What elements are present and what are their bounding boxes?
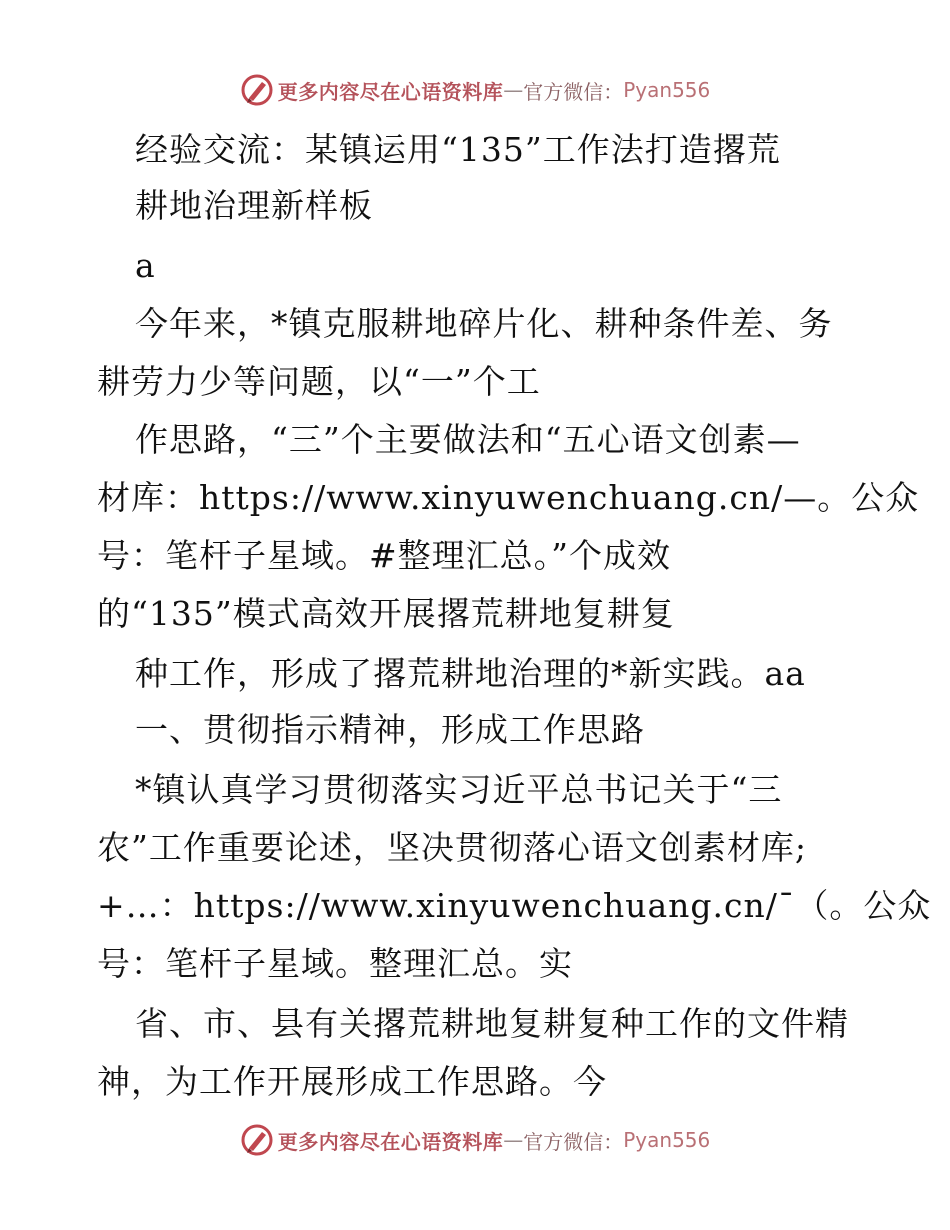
doc-line: 神，为工作开展形成工作思路。今 (97, 1062, 607, 1101)
doc-title-line-1: 经验交流：某镇运用“135”工作法打造撂荒 (135, 130, 781, 169)
doc-line: 农”工作重要论述，坚决贯彻落心语文创素材库; (97, 828, 807, 867)
banner-wechat-id: Pyan556 (623, 1128, 711, 1152)
doc-line: 材库：https://www.xinyuwenchuang.cn/—。公众 (97, 478, 920, 517)
doc-line: 耕劳力少等问题，以“一”个工 (97, 362, 541, 401)
doc-line: 种工作，形成了撂荒耕地治理的*新实践。aa (135, 654, 806, 693)
doc-line: 号：笔杆子星域。整理汇总。实 (97, 944, 573, 983)
doc-line: 的“135”模式高效开展撂荒耕地复耕复 (97, 594, 675, 633)
banner-brand-text: 更多内容尽在心语资料库 (277, 1129, 504, 1154)
footer-watermark-banner (0, 1120, 950, 1160)
banner-wechat-label: 官方微信： (523, 79, 624, 104)
doc-line: 号：笔杆子星域。#整理汇总。”个成效 (97, 536, 672, 575)
doc-line: a (135, 246, 156, 285)
banner-brand-text: 更多内容尽在心语资料库 (277, 79, 504, 104)
doc-line: 今年来，*镇克服耕地碎片化、耕种条件差、务 (135, 304, 833, 343)
banner-wechat-id: Pyan556 (623, 78, 711, 102)
pen-logo-icon (240, 73, 274, 107)
doc-title-line-2: 耕地治理新样板 (135, 186, 373, 225)
banner-separator: — (503, 78, 524, 102)
banner-wechat-label: 官方微信： (523, 1129, 624, 1154)
banner-separator: — (503, 1128, 524, 1152)
pen-logo-icon (240, 1123, 274, 1157)
doc-line: +…：https://www.xinyuwenchuang.cn/¯（。公众 (97, 886, 932, 925)
doc-section-heading: 一、贯彻指示精神，形成工作思路 (135, 710, 645, 749)
header-watermark-banner (0, 70, 950, 110)
doc-line: 省、市、县有关撂荒耕地复耕复种工作的文件精 (135, 1004, 849, 1043)
doc-line: *镇认真学习贯彻落实习近平总书记关于“三 (135, 770, 783, 809)
doc-line: 作思路，“三”个主要做法和“五心语文创素— (135, 420, 801, 459)
